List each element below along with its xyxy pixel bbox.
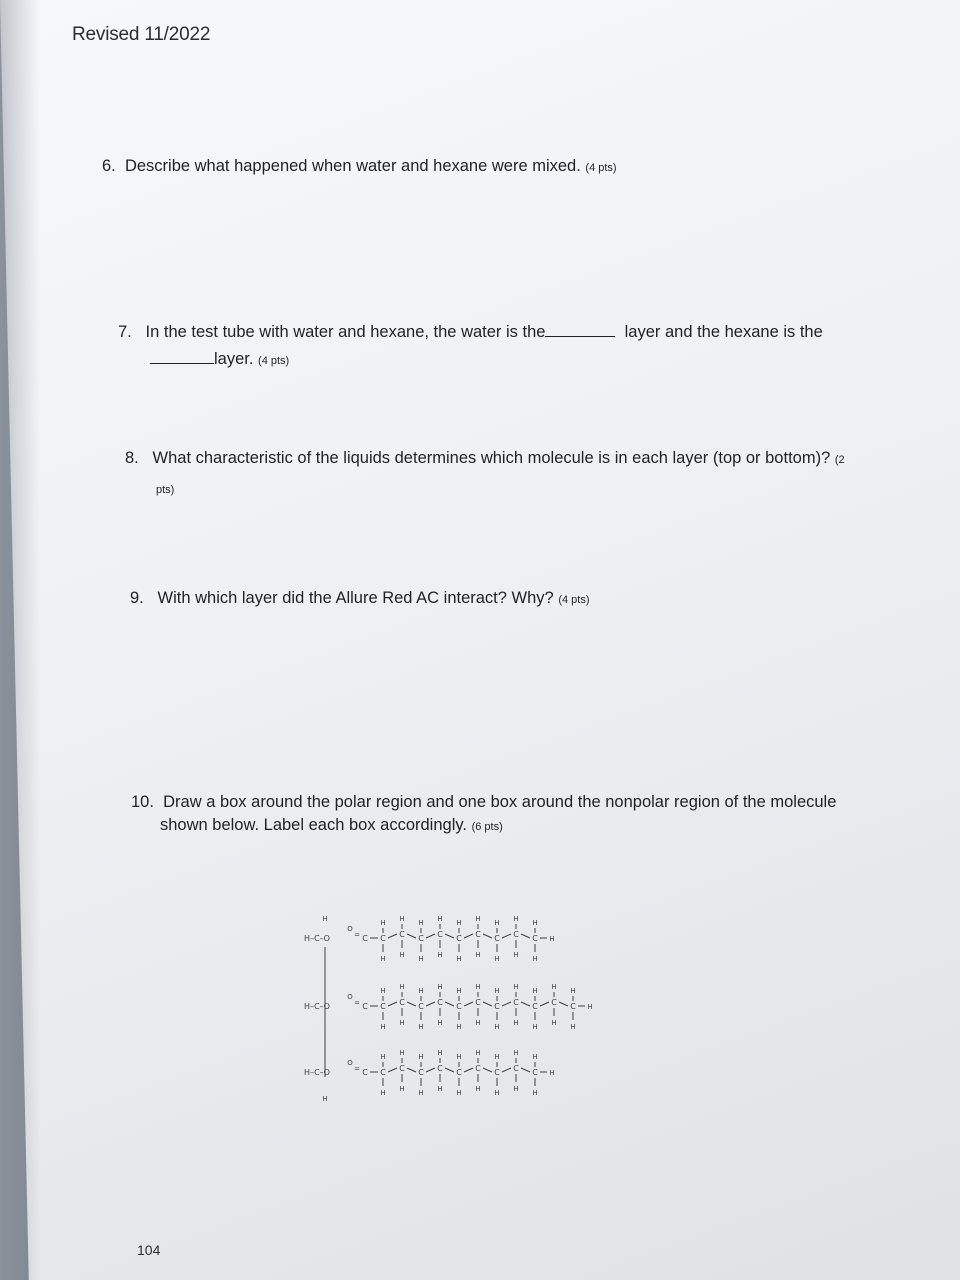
carbonyl-oxygen: O: [347, 993, 353, 1001]
carbonyl-oxygen: O: [347, 925, 353, 933]
chain-hydrogen-top: H: [475, 1049, 481, 1057]
chain-hydrogen-bottom: H: [399, 1019, 405, 1027]
glycerol-bottom-hydrogen: H: [322, 1095, 328, 1103]
chain-carbon: C: [513, 998, 519, 1007]
chain-hydrogen-top: H: [475, 915, 481, 923]
chain-hydrogen-bottom: H: [532, 955, 538, 963]
question-7-line-2: [150, 347, 289, 373]
terminal-hydrogen: H: [549, 1069, 555, 1077]
chain-hydrogen-top: H: [475, 983, 481, 991]
chain-hydrogen-bottom: H: [456, 1023, 462, 1031]
chain-hydrogen-bottom: H: [380, 1023, 386, 1031]
question-9-text: With which layer did the Allure Red AC interact? Why?: [157, 589, 554, 607]
glycerol-ester-group: H–C–O: [304, 1068, 330, 1077]
c-c-bond: [426, 934, 435, 938]
question-9-points: (4 pts): [558, 594, 590, 606]
question-6-number: 6.: [102, 157, 116, 175]
chain-hydrogen-bottom: H: [532, 1023, 538, 1031]
c-c-bond: [464, 1002, 473, 1006]
c-c-bond: [540, 1002, 549, 1006]
chain-carbon: C: [494, 1068, 500, 1077]
c-c-bond: [483, 1068, 492, 1072]
chain-hydrogen-top: H: [456, 1053, 462, 1061]
glycerol-ester-group: H–C–O: [304, 934, 330, 943]
chain-hydrogen-bottom: H: [494, 1089, 500, 1097]
chain-carbon: C: [437, 1064, 443, 1073]
c-c-bond: [445, 1002, 454, 1006]
chain-carbon: C: [399, 930, 405, 939]
question-8-line-2: [156, 476, 174, 502]
c-c-bond: [388, 1002, 397, 1006]
carbonyl-carbon: C: [362, 1068, 368, 1077]
c-c-bond: [388, 1068, 397, 1072]
chain-carbon: C: [380, 934, 386, 943]
chain-hydrogen-bottom: H: [570, 1023, 576, 1031]
question-10-text-b: shown below. Label each box accordingly.: [160, 816, 467, 834]
chain-carbon: C: [418, 1068, 424, 1077]
chain-hydrogen-top: H: [380, 987, 386, 995]
chain-hydrogen-top: H: [399, 983, 405, 991]
chain-hydrogen-bottom: H: [380, 955, 386, 963]
question-8-points-b: pts): [156, 484, 175, 496]
chain-hydrogen-top: H: [437, 915, 443, 923]
question-7-text-c: layer.: [214, 350, 254, 368]
chain-hydrogen-top: H: [418, 1053, 424, 1061]
question-8-text: What characteristic of the liquids determines which molecule is in each layer (top or bottom)?: [152, 449, 831, 467]
chain-hydrogen-top: H: [437, 1049, 443, 1057]
chain-hydrogen-top: H: [380, 919, 386, 927]
page-shadow: [0, 0, 40, 1280]
c-c-bond: [388, 934, 397, 938]
chain-hydrogen-bottom: H: [437, 1085, 443, 1093]
question-10-points: (6 pts): [471, 821, 503, 833]
chain-carbon: C: [494, 934, 500, 943]
chain-hydrogen-top: H: [437, 983, 443, 991]
question-7-text-b: layer and the hexane is the: [624, 323, 823, 341]
carbonyl-double-bond: =: [354, 1065, 360, 1073]
chain-hydrogen-top: H: [456, 987, 462, 995]
chain-hydrogen-top: H: [418, 987, 424, 995]
chain-hydrogen-bottom: H: [456, 955, 462, 963]
question-6: [102, 154, 617, 180]
question-7: [118, 320, 898, 344]
c-c-bond: [407, 934, 416, 938]
chain-hydrogen-top: H: [399, 915, 405, 923]
chain-carbon: C: [513, 1064, 519, 1073]
chain-carbon: C: [532, 934, 538, 943]
chain-hydrogen-top: H: [494, 1053, 500, 1061]
chain-carbon: C: [399, 1064, 405, 1073]
chain-hydrogen-top: H: [513, 915, 519, 923]
c-c-bond: [445, 934, 454, 938]
chain-hydrogen-top: H: [399, 1049, 405, 1057]
question-10-number: 10.: [131, 793, 154, 811]
chain-hydrogen-bottom: H: [513, 951, 519, 959]
hexane-layer-blank[interactable]: [150, 349, 214, 364]
chain-carbon: C: [475, 998, 481, 1007]
question-9-number: 9.: [130, 589, 144, 607]
c-c-bond: [445, 1068, 454, 1072]
c-c-bond: [502, 934, 511, 938]
chain-hydrogen-bottom: H: [475, 1019, 481, 1027]
chain-carbon: C: [456, 1068, 462, 1077]
chain-hydrogen-bottom: H: [418, 1089, 424, 1097]
c-c-bond: [502, 1068, 511, 1072]
chain-carbon: C: [437, 998, 443, 1007]
chain-hydrogen-bottom: H: [456, 1089, 462, 1097]
chain-hydrogen-top: H: [551, 983, 557, 991]
c-c-bond: [407, 1068, 416, 1072]
question-10-text-a: Draw a box around the polar region and one box around the nonpolar region of the molecule: [163, 793, 837, 811]
c-c-bond: [483, 934, 492, 938]
c-c-bond: [521, 1002, 530, 1006]
terminal-hydrogen: H: [587, 1003, 593, 1011]
chain-hydrogen-top: H: [513, 983, 519, 991]
chain-hydrogen-top: H: [494, 987, 500, 995]
question-9: [130, 586, 590, 612]
c-c-bond: [521, 1068, 530, 1072]
chain-carbon: C: [380, 1002, 386, 1011]
chain-hydrogen-bottom: H: [399, 951, 405, 959]
chain-carbon: C: [418, 1002, 424, 1011]
chain-carbon: C: [456, 1002, 462, 1011]
chain-hydrogen-bottom: H: [513, 1019, 519, 1027]
c-c-bond: [521, 934, 530, 938]
carbonyl-double-bond: =: [354, 931, 360, 939]
chain-carbon: C: [513, 930, 519, 939]
chain-carbon: C: [475, 930, 481, 939]
question-7-points: (4 pts): [258, 355, 290, 367]
question-10: [131, 790, 911, 814]
c-c-bond: [464, 934, 473, 938]
question-6-text: Describe what happened when water and hexane were mixed.: [124, 157, 581, 175]
chain-carbon: C: [475, 1064, 481, 1073]
chain-hydrogen-bottom: H: [418, 1023, 424, 1031]
c-c-bond: [502, 1002, 511, 1006]
chain-hydrogen-top: H: [532, 1053, 538, 1061]
chain-hydrogen-top: H: [494, 919, 500, 927]
c-c-bond: [407, 1002, 416, 1006]
chain-carbon: C: [456, 934, 462, 943]
question-6-points: (4 pts): [585, 162, 617, 174]
chain-hydrogen-bottom: H: [494, 1023, 500, 1031]
c-c-bond: [559, 1002, 568, 1006]
c-c-bond: [464, 1068, 473, 1072]
question-8-number: 8.: [125, 449, 139, 467]
water-layer-blank[interactable]: [545, 322, 615, 337]
chain-carbon: C: [399, 998, 405, 1007]
carbonyl-carbon: C: [362, 1002, 368, 1011]
chain-hydrogen-bottom: H: [475, 951, 481, 959]
chain-hydrogen-top: H: [380, 1053, 386, 1061]
chain-hydrogen-bottom: H: [399, 1085, 405, 1093]
chain-carbon: C: [418, 934, 424, 943]
question-8-points-a: (2: [834, 454, 845, 466]
chain-carbon: C: [532, 1002, 538, 1011]
chain-carbon: C: [551, 998, 557, 1007]
terminal-hydrogen: H: [549, 935, 555, 943]
chain-hydrogen-bottom: H: [437, 951, 443, 959]
chain-hydrogen-top: H: [418, 919, 424, 927]
carbonyl-oxygen: O: [347, 1059, 353, 1067]
chain-hydrogen-top: H: [532, 919, 538, 927]
triglyceride-structure-diagram: [295, 905, 685, 1105]
chain-hydrogen-bottom: H: [380, 1089, 386, 1097]
chain-carbon: C: [570, 1002, 576, 1011]
chain-carbon: C: [494, 1002, 500, 1011]
chain-hydrogen-top: H: [532, 987, 538, 995]
question-10-line-2: [160, 813, 503, 839]
chain-carbon: C: [532, 1068, 538, 1077]
chain-hydrogen-top: H: [570, 987, 576, 995]
question-7-number: 7.: [118, 323, 132, 341]
question-7-text-a: In the test tube with water and hexane, the water is the: [145, 323, 546, 341]
c-c-bond: [426, 1068, 435, 1072]
chain-hydrogen-top: H: [513, 1049, 519, 1057]
chain-carbon: C: [437, 930, 443, 939]
chain-hydrogen-bottom: H: [532, 1089, 538, 1097]
carbonyl-double-bond: =: [354, 999, 360, 1007]
chain-hydrogen-bottom: H: [437, 1019, 443, 1027]
c-c-bond: [426, 1002, 435, 1006]
chain-hydrogen-bottom: H: [475, 1085, 481, 1093]
glycerol-ester-group: H–C–O: [304, 1002, 330, 1011]
chain-hydrogen-bottom: H: [513, 1085, 519, 1093]
page-number: 104: [137, 1242, 161, 1258]
question-8: [125, 446, 905, 472]
bleed-through-text: [250, 140, 254, 155]
c-c-bond: [483, 1002, 492, 1006]
chain-carbon: C: [380, 1068, 386, 1077]
chain-hydrogen-bottom: H: [494, 955, 500, 963]
chain-hydrogen-bottom: H: [551, 1019, 557, 1027]
chain-hydrogen-bottom: H: [418, 955, 424, 963]
chain-hydrogen-top: H: [456, 919, 462, 927]
revision-date: Revised 11/2022: [72, 24, 211, 45]
carbonyl-carbon: C: [362, 934, 368, 943]
glycerol-top-hydrogen: H: [322, 915, 328, 923]
